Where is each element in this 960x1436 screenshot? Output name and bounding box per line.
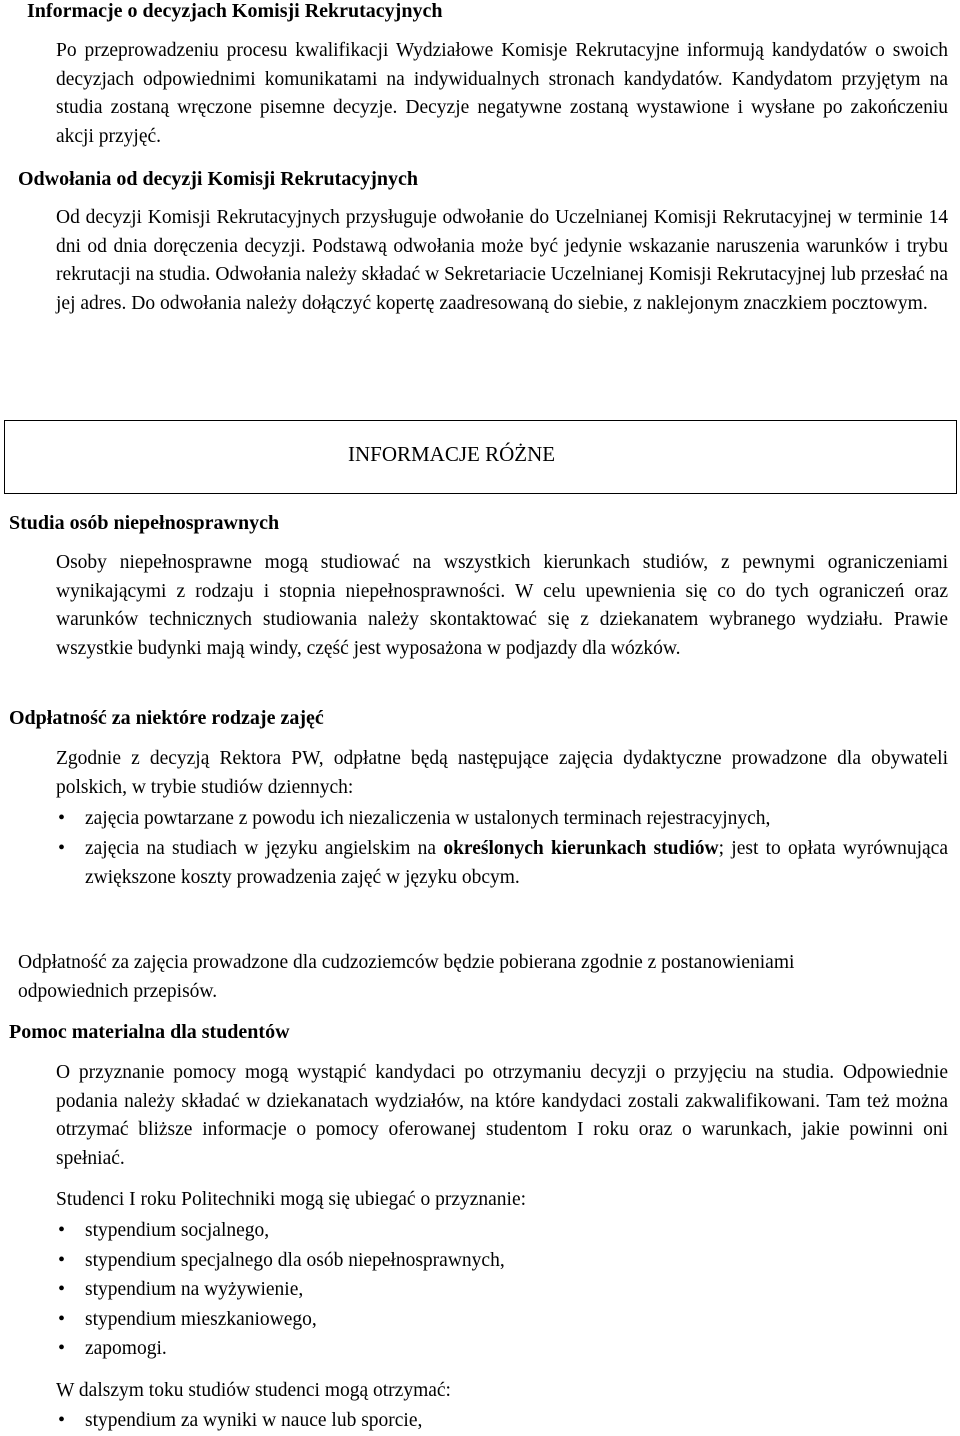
paragraph-decisions-info: Po przeprowadzeniu procesu kwalifikacji Wydziałowe Komisje Rekrutacyjne informują kandydatów o swoich decyzjach odpowiednimi komunikatami na indywidualnych stronach kandydatów. Kandydatom przyjętym na studia zostaną wręczone pisemne decyzje. Decyzje negatywne zostaną wystawione i wysłane po zakończeniu akcji przyjęć. bbox=[56, 40, 948, 147]
bullet-icon: • bbox=[58, 1409, 66, 1431]
heading-disabled-students: Studia osób niepełnosprawnych bbox=[9, 512, 280, 534]
heading-decisions-info: Informacje o decyzjach Komisji Rekrutacyjnych bbox=[27, 0, 443, 22]
paragraph-later-aid-intro: W dalszym toku studiów studenci mogą otrzymać: bbox=[56, 1380, 451, 1401]
banner-title: INFORMACJE RÓŻNE bbox=[348, 442, 556, 466]
bullet-icon: • bbox=[58, 1248, 66, 1271]
paragraph-fees: Zgodnie z decyzją Rektora PW, odpłatne będą następujące zajęcia dydaktyczne prowadzone dla obywateli polskich, w trybie studiów dziennych: bbox=[56, 748, 948, 798]
list-item: • stypendium na wyżywienie, bbox=[0, 1275, 948, 1305]
aid-list bbox=[0, 1216, 960, 1364]
bullet-icon: • bbox=[58, 1337, 66, 1359]
list-item: • stypendium mieszkaniowego, bbox=[0, 1305, 948, 1335]
bullet-icon: • bbox=[58, 1307, 66, 1330]
heading-fees: Odpłatność za niektóre rodzaje zajęć bbox=[9, 707, 324, 729]
list-item: • stypendium za wyniki w nauce lub sporcie, bbox=[0, 1406, 948, 1436]
paragraph-financial-aid: O przyznanie pomocy mogą wystąpić kandydaci po otrzymaniu decyzji o przyjęciu na studia. Odpowiednie podania należy składać w dziekanatach wydziałów, na które kandydaci zostali zakwalifikowani. Tam też można otrzymać bliższe informacje o pomocy oferowanej studentom I roku oraz o warunkach, jakie powinni oni spełniać. bbox=[56, 1062, 948, 1169]
list-item: • zajęcia powtarzane z powodu ich niezaliczenia w ustalonych terminach rejestracyjnych, bbox=[0, 804, 948, 834]
section-banner bbox=[4, 420, 957, 494]
paragraph-foreigners-fees: Odpłatność za zajęcia prowadzone dla cudzoziemców będzie pobierana zgodnie z postanowieniami odpowiednich przepisów. bbox=[18, 952, 795, 1002]
paragraph-aid-intro: Studenci I roku Politechniki mogą się ubiegać o przyznanie: bbox=[56, 1189, 527, 1210]
list-item: • zajęcia na studiach w języku angielskim na określonych kierunkach studiów; jest to opłata wyrównująca zwiększone koszty prowadzenia zajęć w języku obcym. bbox=[0, 834, 948, 893]
heading-financial-aid: Pomoc materialna dla studentów bbox=[9, 1021, 290, 1043]
list-item: • zapomogi. bbox=[0, 1334, 948, 1364]
bullet-icon: • bbox=[58, 1219, 66, 1241]
later-aid-list bbox=[0, 1406, 960, 1436]
bullet-icon: • bbox=[58, 1278, 66, 1300]
paragraph-appeals: Od decyzji Komisji Rekrutacyjnych przysługuje odwołanie do Uczelnianej Komisji Rekrutacyjnej w terminie 14 dni od dnia doręczenia decyzji. Podstawą odwołania może być jedynie wskazanie naruszenia warunków i trybu rekrutacji na studia. Odwołania należy składać w Sekretariacie Uczelnianej Komisji Rekrutacyjnej lub przesłać na jej adres. Do odwołania należy dołączyć kopertę zaadresowaną do siebie, z naklejonym znaczkiem pocztowym. bbox=[56, 207, 948, 314]
bullet-icon: • bbox=[58, 836, 66, 859]
paragraph-disabled-students: Osoby niepełnosprawne mogą studiować na wszystkich kierunkach studiów, z pewnymi ograniczeniami wynikającymi z rodzaju i stopnia niepełnosprawności. W celu upewnienia się co do tych ograniczeń oraz warunków technicznych studiowania należy skontaktować się z dziekanatem wybranego wydziału. Prawie wszystkie budynki mają windy, część jest wyposażona w podjazdy dla wózków. bbox=[56, 552, 948, 659]
bullet-icon: • bbox=[58, 807, 66, 829]
list-item: • stypendium specjalnego dla osób niepełnosprawnych, bbox=[0, 1246, 948, 1276]
bold-emphasis: określonych kierunkach studiów bbox=[443, 837, 719, 859]
heading-appeals: Odwołania od decyzji Komisji Rekrutacyjnych bbox=[18, 168, 418, 190]
list-item: • stypendium socjalnego, bbox=[0, 1216, 948, 1246]
fees-list bbox=[0, 804, 960, 893]
